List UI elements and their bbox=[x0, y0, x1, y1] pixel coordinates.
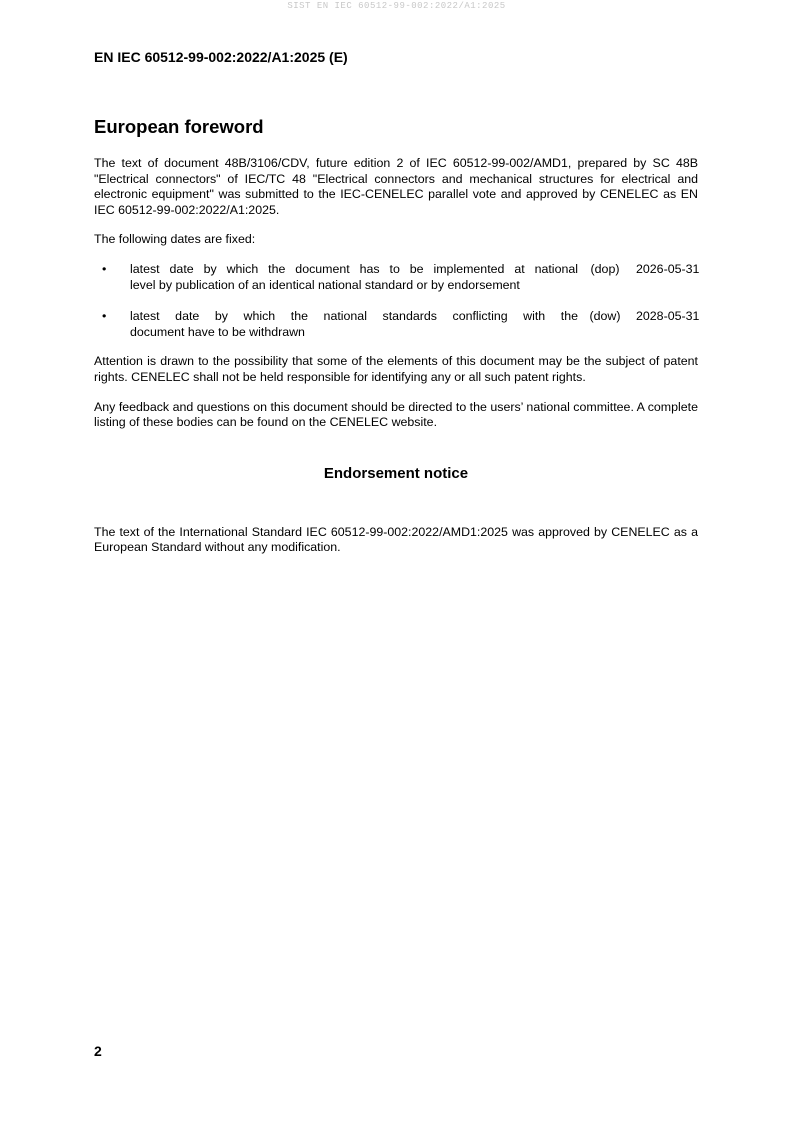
feedback-notice: Any feedback and questions on this document should be directed to the users’ national committee. A complete listing of these bodies can be found on the CENELEC website. bbox=[94, 399, 698, 430]
page-content bbox=[94, 116, 698, 570]
date-item-date: 2028-05-31 bbox=[636, 309, 700, 324]
date-item-code: (dop) bbox=[590, 261, 620, 276]
date-item-text-line1: latest date by which the document has to be implemented at national bbox=[130, 261, 578, 276]
page-number: 2 bbox=[94, 1043, 102, 1059]
dates-intro: The following dates are fixed: bbox=[94, 232, 256, 247]
date-item-text-line1: latest date by which the national standards conflicting with the bbox=[130, 309, 578, 324]
endorsement-title: Endorsement notice bbox=[323, 464, 469, 482]
foreword-title: European foreword bbox=[94, 116, 264, 137]
bullet-mark: • bbox=[102, 261, 107, 276]
endorsement-text: The text of the International Standard IEC 60512-99-002:2022/AMD1:2025 was approved by CENELEC as a European Standard without any modification. bbox=[94, 524, 698, 555]
date-item-text-line2: level by publication of an identical national standard or by endorsement bbox=[130, 277, 520, 292]
watermark: SIST EN IEC 60512-99-002:2022/A1:2025 bbox=[287, 1, 506, 11]
foreword-intro: The text of document 48B/3106/CDV, future edition 2 of IEC 60512-99-002/AMD1, prepared by SC 48B "Electrical connectors" of IEC/TC 48 "Electrical connectors and mechanical structures for electrical and electronic equipment" was submitted to the IEC-CENELEC parallel vote and approved by CENELEC as EN IEC 60512-99-002:2022/A1:2025. bbox=[94, 156, 698, 217]
date-item-dop bbox=[94, 262, 698, 293]
date-item-text-line2: document have to be withdrawn bbox=[130, 324, 305, 339]
date-item-code: (dow) bbox=[589, 309, 621, 324]
date-item-date: 2026-05-31 bbox=[636, 261, 700, 276]
date-item-text bbox=[130, 309, 578, 340]
date-item-text bbox=[130, 262, 578, 293]
date-item-dow bbox=[94, 309, 698, 340]
bullet-mark: • bbox=[102, 309, 107, 324]
dates-list bbox=[94, 262, 698, 340]
patent-notice: Attention is drawn to the possibility that some of the elements of this document may be the subject of patent rights. CENELEC shall not be held responsible for identifying any or all such patent rights. bbox=[94, 354, 698, 384]
document-id-header: EN IEC 60512-99-002:2022/A1:2025 (E) bbox=[94, 49, 348, 65]
